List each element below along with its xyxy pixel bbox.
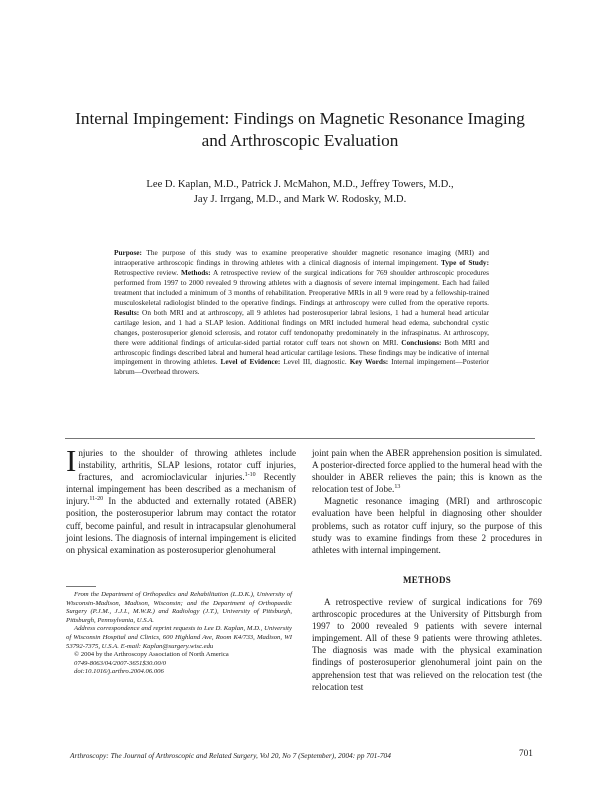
intro-text-3: In the abducted and externally rotated (ABER) position, the posterosuperior labrum may contact the rotator cuff, become painful, and result in intracapsular glenohumeral joint lesions. The diagnosis of internal impingement is elicited on physical examination as posterosuperior glenohumeral: [66, 496, 296, 555]
keywords-text: Internal impingement—Posterior labrum—Overhead throwers.: [114, 357, 489, 377]
purpose-paragraph: Magnetic resonance imaging (MRI) and arthroscopic evaluation have been helpful in diagnosing other shoulder problems, such as rotator cuff injury, so the purpose of this study was to examine findings from these 2 procedures in athletes with internal impingement.: [312, 496, 542, 555]
citation-ref[interactable]: 11-20: [89, 496, 104, 503]
study-type-text: Retrospective review.: [114, 267, 179, 277]
methods-paragraph: A retrospective review of surgical indications for 769 arthroscopic procedures at the University of Pittsburgh from 1997 to 2000 revealed 9 patients with severe internal impingement. All of these 9 patients were throwing athletes. The diagnosis was made with the physical examination findings of posterosuperior glenohumeral joint pain on the apprehension test that was relieved on the relocation test (the relocation test: [312, 596, 542, 692]
correspondence-note: Address correspondence and reprint requests to Lee D. Kaplan, M.D., University of Wisconsin Hospital and Clinics, 600 Highland Ave, Room K4/733, Madison, WI 53792-7375, U.S.A. E-mail: Kaplan@surgery.wisc.edu: [66, 625, 292, 650]
footnote-divider: [66, 586, 96, 587]
keywords-label: Key Words:: [346, 357, 389, 367]
intro-text-1: njuries to the shoulder of throwing athletes include instability, arthritis, SLAP lesions, rotator cuff injuries, fractures, and acromioclavicular injuries.: [78, 448, 296, 483]
issn-note: 0749-8063/04/2007-3651$30.00/0: [74, 659, 166, 667]
methods-text: A retrospective review of the surgical indications for 769 shoulder arthroscopic procedures performed from 1997 to 2000 revealed 9 throwing athletes with a diagnosis of severe internal impingement. Each had failed treatment that included a minimum of 3 months of rehabilitation. Preoperative MRIs in all 9 were read by a fellowship-trained musculoskeletal radiologist blinded to the operative findings. Findings at arthroscopy were culled from the operative reports.: [114, 267, 489, 307]
purpose-label: Purpose:: [114, 248, 142, 257]
purpose-text: The purpose of this study was to examine preoperative shoulder magnetic resonance imaging (MRI) and intraoperative arthroscopic findings in throwing athletes with a clinical diagnosis of internal impingement.: [114, 248, 489, 267]
left-column: [66, 443, 296, 556]
article-title: [40, 108, 560, 152]
conclusions-label: Conclusions:: [398, 337, 442, 347]
title-line-2: and Arthroscopic Evaluation: [201, 131, 399, 150]
citation-ref[interactable]: 13: [394, 484, 401, 491]
level-label: Level of Evidence:: [217, 357, 281, 367]
study-type-label: Type of Study:: [438, 257, 490, 267]
page-number: 701: [519, 749, 533, 759]
copyright-note: © 2004 by the Arthroscopy Association of North America: [74, 651, 229, 659]
intro-continued: [312, 447, 542, 495]
authors-line-1: Lee D. Kaplan, M.D., Patrick J. McMahon, M.D., Jeffrey Towers, M.D.,: [146, 179, 454, 190]
footnotes: [66, 591, 292, 677]
level-text: Level III, diagnostic.: [280, 357, 347, 367]
doi-note: doi:10.1016/j.arthro.2004.06.006: [74, 668, 164, 676]
authors-line-2: Jay J. Irrgang, M.D., and Mark W. Rodosky, M.D.: [193, 193, 407, 205]
conclusions-text: Both MRI and arthroscopic findings described labral and humeral head articular cartilage lesions. These findings may be indicative of internal impingement in throwing athletes.: [114, 337, 490, 367]
drop-cap: I: [66, 443, 77, 478]
intro-paragraph: [66, 443, 296, 556]
journal-citation: Arthroscopy: The Journal of Arthroscopic and Related Surgery, Vol 20, No 7 (September), 2004: pp 701-704: [70, 751, 391, 760]
affiliation-note: From the Department of Orthopedics and Rehabilitation (L.D.K.), University of Wisconsin-Madison, Madison, Wisconsin; and the Department of Orthopaedic Surgery (P.J.M., J.J.I., M.W.R.) and Radiology (J.T.), University of Pittsburgh, Pittsburgh, Pennsylvania, U.S.A.: [66, 591, 292, 624]
methods-heading: METHODS: [402, 574, 452, 585]
author-list: [60, 178, 540, 207]
results-label: Results:: [114, 307, 140, 317]
results-text: On both MRI and at arthroscopy, all 9 athletes had posterosuperior labral lesions, 1 had a humeral head articular cartilage lesion, and 1 had a SLAP lesion. Additional findings on MRI included humeral head edema, subchondral cystic changes, posterosuperior glenoid sclerosis, and rotator cuff tendonopathy predominately in the infraspinatus. At arthroscopy, there were additional findings of articular-sided partial rotator cuff tears not shown on MRI.: [114, 307, 489, 347]
citation-ref[interactable]: 1-10: [244, 472, 256, 479]
right-column: [312, 447, 542, 693]
intro-text-2: Recently internal impingement has been described as a mechanism of injury.: [66, 472, 296, 507]
methods-label: Methods:: [178, 267, 211, 277]
title-line-1: Internal Impingement: Findings on Magnetic Resonance Imaging: [75, 109, 525, 128]
intro-text-4: joint pain when the ABER apprehension position is simulated. A posterior-directed force applied to the humeral head with the shoulder in ABER relieves the pain; this is known as the relocation test of Jobe.: [312, 448, 542, 495]
abstract: [114, 248, 489, 377]
section-divider: [65, 438, 535, 439]
